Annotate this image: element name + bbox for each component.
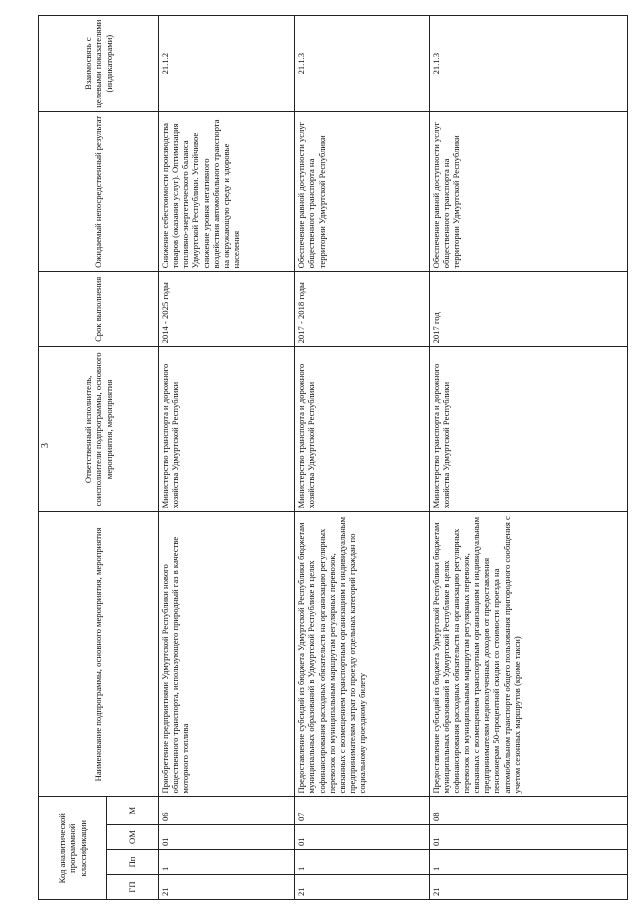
table-row (159, 16, 295, 900)
header-om: ОМ (107, 825, 159, 850)
cell-executor: Министерство транспорта и дорожного хозяйства Удмуртской Республики (159, 347, 295, 512)
header-executor: Ответственный исполнитель, соисполнители подпрограммы, основного мероприятия, мероприятия (39, 347, 159, 512)
header-pp: Пп (107, 850, 159, 875)
program-table-wrapper (38, 15, 628, 900)
program-table (38, 15, 628, 900)
cell-gp: 21 (159, 875, 295, 900)
cell-executor: Министерство транспорта и дорожного хозяйства Удмуртской Республики (295, 347, 429, 512)
cell-result: Обеспечение равной доступности услуг общественного транспорта на территории Удмуртской Республики (295, 112, 429, 272)
page-number: 3 (40, 443, 51, 448)
cell-link: 21.1.3 (429, 16, 627, 112)
header-link: Взаимосвязь с целевыми показателями (индикаторами) (39, 16, 159, 112)
header-name: Наименование подпрограммы, основного мероприятия, мероприятия (39, 512, 159, 797)
cell-pp: 1 (295, 850, 429, 875)
header-result: Ожидаемый непосредственный результат (39, 112, 159, 272)
header-gp: ГП (107, 875, 159, 900)
cell-period: 2014 - 2025 годы (159, 272, 295, 347)
cell-period: 2017 год (429, 272, 627, 347)
cell-gp: 21 (429, 875, 627, 900)
cell-m: 06 (159, 797, 295, 825)
table-row (429, 16, 627, 900)
header-m: М (107, 797, 159, 825)
cell-link: 21.1.3 (295, 16, 429, 112)
cell-om: 01 (159, 825, 295, 850)
cell-m: 07 (295, 797, 429, 825)
cell-name: Приобретение предприятиями Удмуртской Республики нового общественного транспорта, использующего природный газ в качестве моторного топлива (159, 512, 295, 797)
cell-result: Снижение себестоимости производства товаров (оказания услуг). Оптимизация топливно-энергетического баланса Удмуртской Республики. Устойчивое снижение уровня негативного воздействия автомобильного транспорта на окружающую среду и здоровье населения (159, 112, 295, 272)
cell-result: Обеспечение равной доступности услуг общественного транспорта на территории Удмуртской Республики (429, 112, 627, 272)
table-row (295, 16, 429, 900)
cell-pp: 1 (159, 850, 295, 875)
cell-period: 2017 - 2018 годы (295, 272, 429, 347)
cell-gp: 21 (295, 875, 429, 900)
cell-om: 01 (295, 825, 429, 850)
cell-link: 21.1.2 (159, 16, 295, 112)
cell-om: 01 (429, 825, 627, 850)
cell-m: 08 (429, 797, 627, 825)
header-period: Срок выполнения (39, 272, 159, 347)
header-code-group: Код аналитической программной классификации (39, 797, 107, 900)
cell-executor: Министерство транспорта и дорожного хозяйства Удмуртской Республики (429, 347, 627, 512)
cell-pp: 1 (429, 850, 627, 875)
cell-name: Предоставление субсидий из бюджета Удмуртской Республики бюджетам муниципальных образований в Удмуртской Республике в целях софинансирования расходных обязательств на организацию регулярных перевозок по муниципальным маршрутам регулярных перевозок, связанных с возмещением транспортным организациям и индивидуальным предпринимателям недополученных доходов от предоставления пенсионерам 50-процентной скидки со стоимости проезда на автомобильном транспорте общего пользования пригородного сообщения с учетом сезонных маршрутов (кроме такси) (429, 512, 627, 797)
cell-name: Предоставление субсидий из бюджета Удмуртской Республики бюджетам муниципальных образований в Удмуртской Республике в целях софинансирования расходных обязательств на организацию регулярных перевозок по муниципальным маршрутам регулярных перевозок, связанных с возмещением транспортным организациям и индивидуальным предпринимателям затрат по проезду отдельных категорий граждан по социальному проездному билету (295, 512, 429, 797)
